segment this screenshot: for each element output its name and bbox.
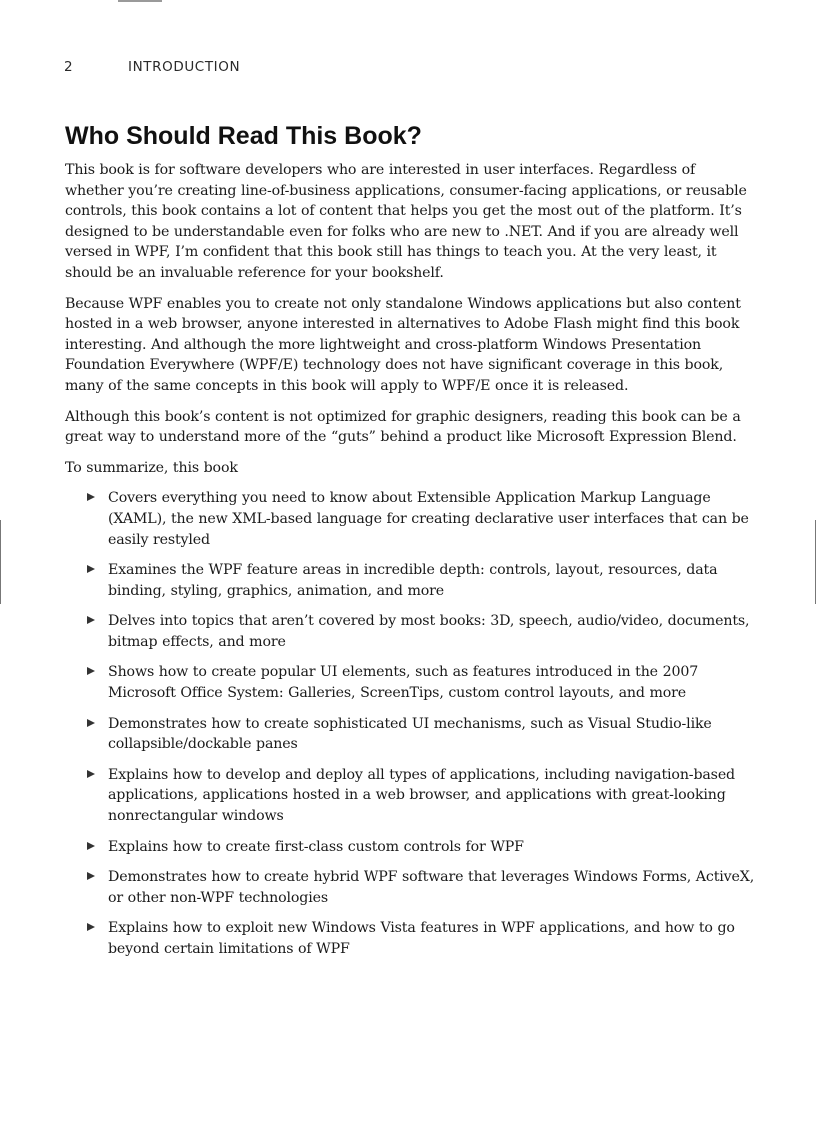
triangle-bullet-icon — [87, 667, 95, 675]
list-item-text: Covers everything you need to know about Extensible Application Markup Language (XAML), the new XML-based language for creating declarative user interfaces that can be easily restyled — [108, 490, 749, 548]
summary-list — [65, 488, 755, 959]
list-item — [65, 662, 755, 703]
margin-bar-left — [0, 520, 1, 604]
section-title: INTRODUCTION — [128, 59, 241, 75]
list-item — [65, 918, 755, 959]
list-item-text: Explains how to create first-class custom controls for WPF — [108, 838, 524, 855]
triangle-bullet-icon — [87, 842, 95, 850]
list-item — [65, 611, 755, 652]
list-item-text: Examines the WPF feature areas in incredible depth: controls, layout, resources, data binding, styling, graphics, animation, and more — [108, 562, 718, 599]
list-item — [65, 837, 755, 858]
triangle-bullet-icon — [87, 493, 95, 501]
page-content — [65, 120, 755, 970]
triangle-bullet-icon — [87, 719, 95, 727]
page-number: 2 — [64, 59, 74, 75]
body-paragraph: This book is for software developers who are interested in user interfaces. Regardless of whether you’re creating line-of-business applications, consumer-facing applications, or reusable controls, this book contains a lot of content that helps you get the most out of the platform. It’s designed to be understandable even for folks who are new to .NET. And if you are already well versed in WPF, I’m confident that this book still has things to teach you. At the very least, it should be an invaluable reference for your bookshelf. — [65, 162, 747, 281]
summary-lead: To summarize, this book — [65, 459, 238, 476]
list-item — [65, 488, 755, 550]
triangle-bullet-icon — [87, 923, 95, 931]
section-heading: Who Should Read This Book? — [65, 122, 422, 150]
list-item-text: Delves into topics that aren’t covered by most books: 3D, speech, audio/video, documents, bitmap effects, and more — [108, 613, 750, 650]
body-paragraph: Because WPF enables you to create not only standalone Windows applications but also content hosted in a web browser, anyone interested in alternatives to Adobe Flash might find this book interesting. And although the more lightweight and cross-platform Windows Presentation Foundation Everywhere (WPF/E) technology does not have significant coverage in this book, many of the same concepts in this book will apply to WPF/E once it is released. — [65, 295, 741, 394]
body-paragraph: Although this book’s content is not optimized for graphic designers, reading this book can be a great way to understand more of the “guts” behind a product like Microsoft Expression Blend. — [65, 408, 741, 446]
list-item — [65, 560, 755, 601]
list-item-text: Explains how to develop and deploy all types of applications, including navigation-based applications, applications hosted in a web browser, and applications with great-looking nonrectangular windows — [108, 766, 735, 825]
triangle-bullet-icon — [87, 616, 95, 624]
triangle-bullet-icon — [87, 770, 95, 778]
top-rule — [118, 0, 162, 2]
triangle-bullet-icon — [87, 872, 95, 880]
triangle-bullet-icon — [87, 565, 95, 573]
list-item-text: Demonstrates how to create hybrid WPF software that leverages Windows Forms, ActiveX, or other non-WPF technologies — [108, 869, 755, 906]
list-item-text: Shows how to create popular UI elements, such as features introduced in the 2007 Microsoft Office System: Galleries, ScreenTips, custom control layouts, and more — [108, 664, 699, 702]
running-head — [64, 59, 240, 75]
list-item — [65, 765, 755, 827]
list-item-text: Demonstrates how to create sophisticated UI mechanisms, such as Visual Studio-like collapsible/dockable panes — [108, 715, 712, 753]
list-item — [65, 714, 755, 755]
list-item-text: Explains how to exploit new Windows Vista features in WPF applications, and how to go beyond certain limitations of WPF — [108, 920, 735, 957]
list-item — [65, 867, 755, 908]
